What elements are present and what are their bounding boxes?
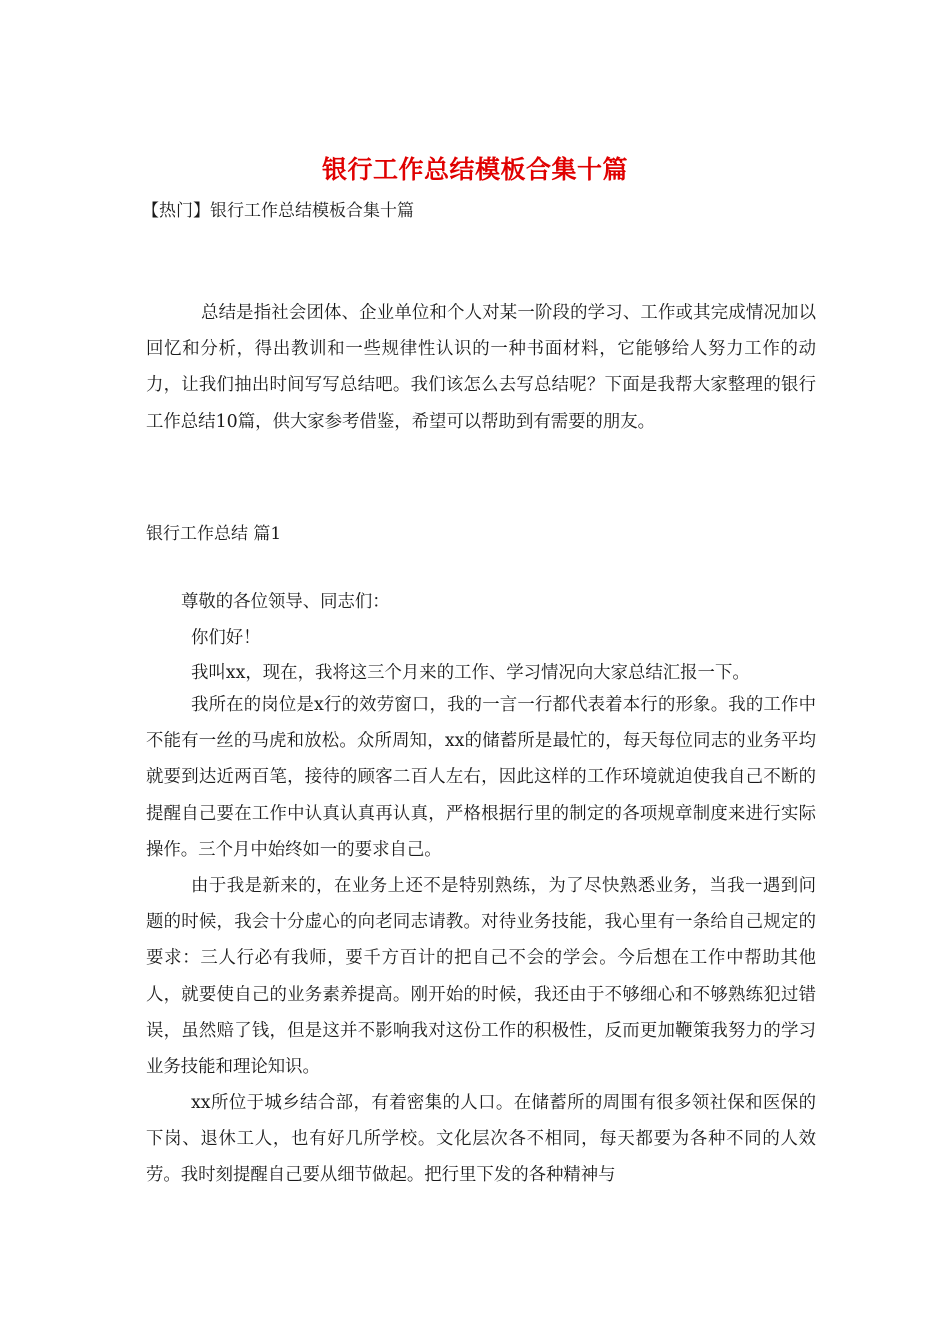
document-subtitle: 【热门】银行工作总结模板合集十篇: [142, 201, 414, 221]
self-intro-line: 我叫xx，现在，我将这三个月来的工作、学习情况向大家总结汇报一下。: [191, 663, 750, 683]
body-paragraph-1: 我所在的岗位是x行的效劳窗口，我的一言一行都代表着本行的形象。我的工作中不能有一丝的马虎和放松。众所周知，xx的储蓄所是最忙的，每天每位同志的业务平均就要到达近两百笔，接待的顾客二百人左右，因此这样的工作环境就迫使我自己不断的提醒自己要在工作中认真认真再认真，严格根据行里的制定的各项规章制度来进行实际操作。三个月中始终如一的要求自己。: [146, 695, 816, 860]
intro-paragraph: 总结是指社会团体、企业单位和个人对某一阶段的学习、工作或其完成情况加以回忆和分析，得出教训和一些规律性认识的一种书面材料，它能够给人努力工作的动力，让我们抽出时间写写总结吧。我们该怎么去写总结呢？下面是我帮大家整理的银行工作总结10篇，供大家参考借鉴，希望可以帮助到有需要的朋友。: [146, 303, 816, 432]
hello-line: 你们好！: [191, 628, 261, 648]
greeting-line: 尊敬的各位领导、同志们：: [181, 592, 390, 612]
document-title: 银行工作总结模板合集十篇: [321, 155, 628, 184]
body-paragraph-2: 由于我是新来的，在业务上还不是特别熟练，为了尽快熟悉业务，当我一遇到问题的时候，我会十分虚心的向老同志请教。对待业务技能，我心里有一条给自己规定的要求：三人行必有我师，要千方百计的把自己不会的学会。今后想在工作中帮助其他人，就要使自己的业务素养提高。刚开始的时候，我还由于不够细心和不够熟练犯过错误，虽然赔了钱，但是这并不影响我对这份工作的积极性，反而更加鞭策我努力的学习业务技能和理论知识。: [146, 876, 816, 1078]
section-heading: 银行工作总结 篇1: [146, 524, 282, 544]
body-paragraph-3: xx所位于城乡结合部，有着密集的人口。在储蓄所的周围有很多领社保和医保的下岗、退休工人，也有好几所学校。文化层次各不相同，每天都要为各种不同的人效劳。我时刻提醒自己要从细节做起。把行里下发的各种精神与: [146, 1093, 816, 1186]
